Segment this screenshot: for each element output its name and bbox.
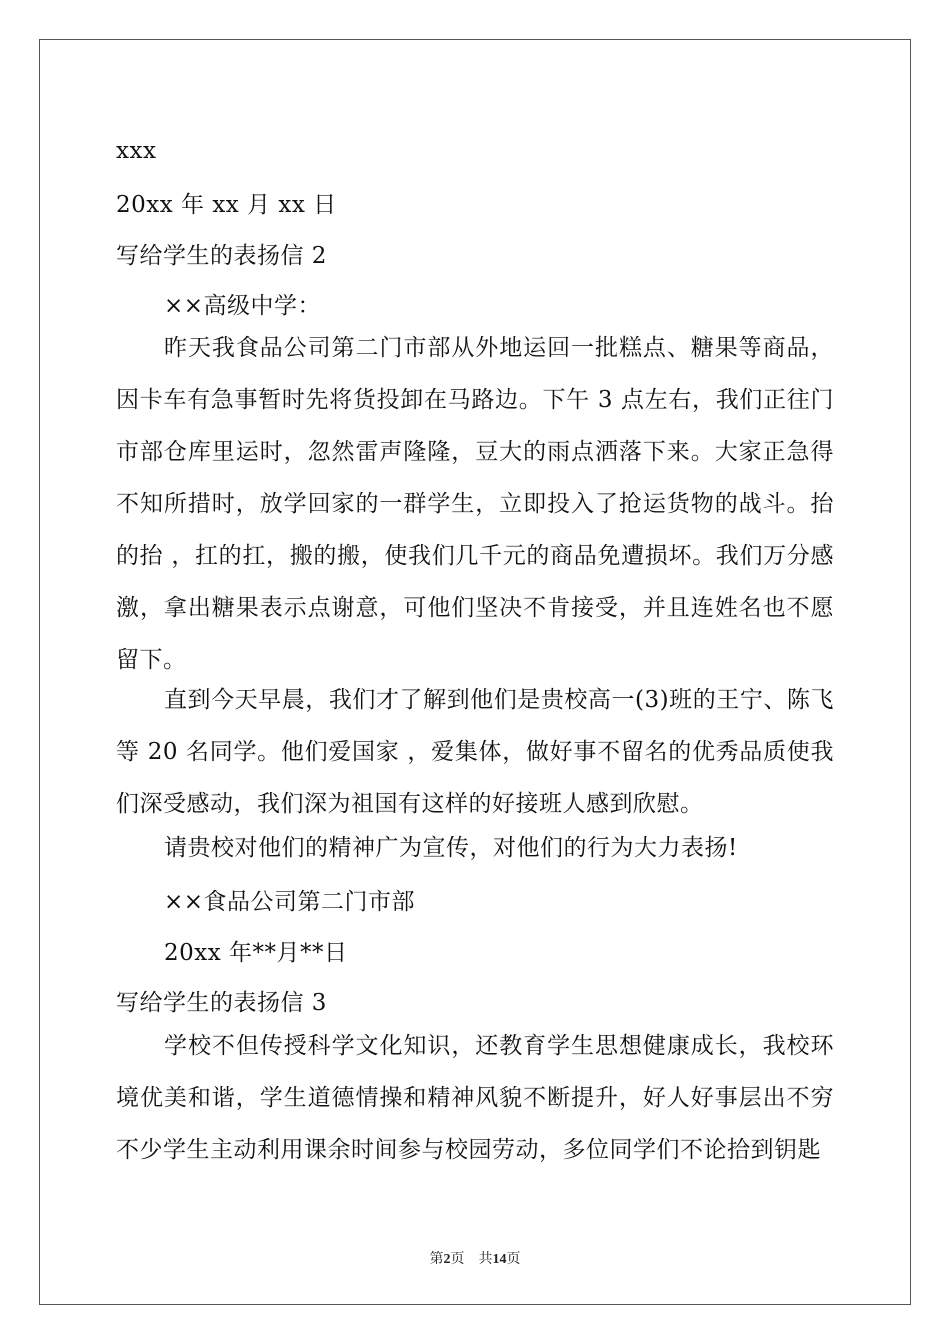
footer-prefix: 第 [429, 1252, 444, 1267]
letter2-paragraph-3: 请贵校对他们的精神广为宣传，对他们的行为大力表扬! [164, 835, 738, 861]
footer-mid: 页 共 [450, 1252, 493, 1267]
footer-page-number: 2 [443, 1252, 451, 1267]
letter1-date: 20xx 年 xx 月 xx 日 [116, 192, 337, 218]
letter2-paragraph-1: 昨天我食品公司第二门市部从外地运回一批糕点、糖果等商品，因卡车有急事暂时先将货投卸在马路边。下午 3 点左右，我们正往门市部仓库里运时，忽然雷声隆隆，豆大的雨点洒落下来。大家正急得不知所措时，放学回家的一群学生，立即投入了抢运货物的战斗。抬的抬 ，扛的扛，搬的搬，使我们几千元的商品免遭损坏。我们万分感激，拿出糖果表示点谢意，可他们坚决不肯接受，并且连姓名也不愿留下。 [116, 335, 834, 673]
footer-suffix: 页 [506, 1252, 521, 1267]
letter1-signature: xxx [116, 138, 157, 164]
letter3-paragraph: 学校不但传授科学文化知识，还教育学生思想健康成长，我校环境优美和谐，学生道德情操和精神风貌不断提升，好人好事层出不穷不少学生主动利用课余时间参与校园劳动，多位同学们不论拾到钥匙 [116, 1033, 834, 1163]
page-footer [0, 1248, 950, 1268]
letter2-salutation: ××高级中学： [164, 293, 322, 319]
letter2-paragraph-2: 直到今天早晨，我们才了解到他们是贵校高一(3)班的王宁、陈飞等 20 名同学。他们爱国家 ，爱集体，做好事不留名的优秀品质使我们深受感动，我们深为祖国有这样的好接班人感到欣慰。 [116, 687, 834, 817]
letter2-title: 写给学生的表扬信 2 [116, 243, 327, 269]
letter2-signature: ××食品公司第二门市部 [164, 889, 416, 915]
letter3-title: 写给学生的表扬信 3 [116, 990, 327, 1016]
footer-total-pages: 14 [492, 1252, 507, 1267]
letter2-date: 20xx 年**月**日 [164, 940, 348, 966]
